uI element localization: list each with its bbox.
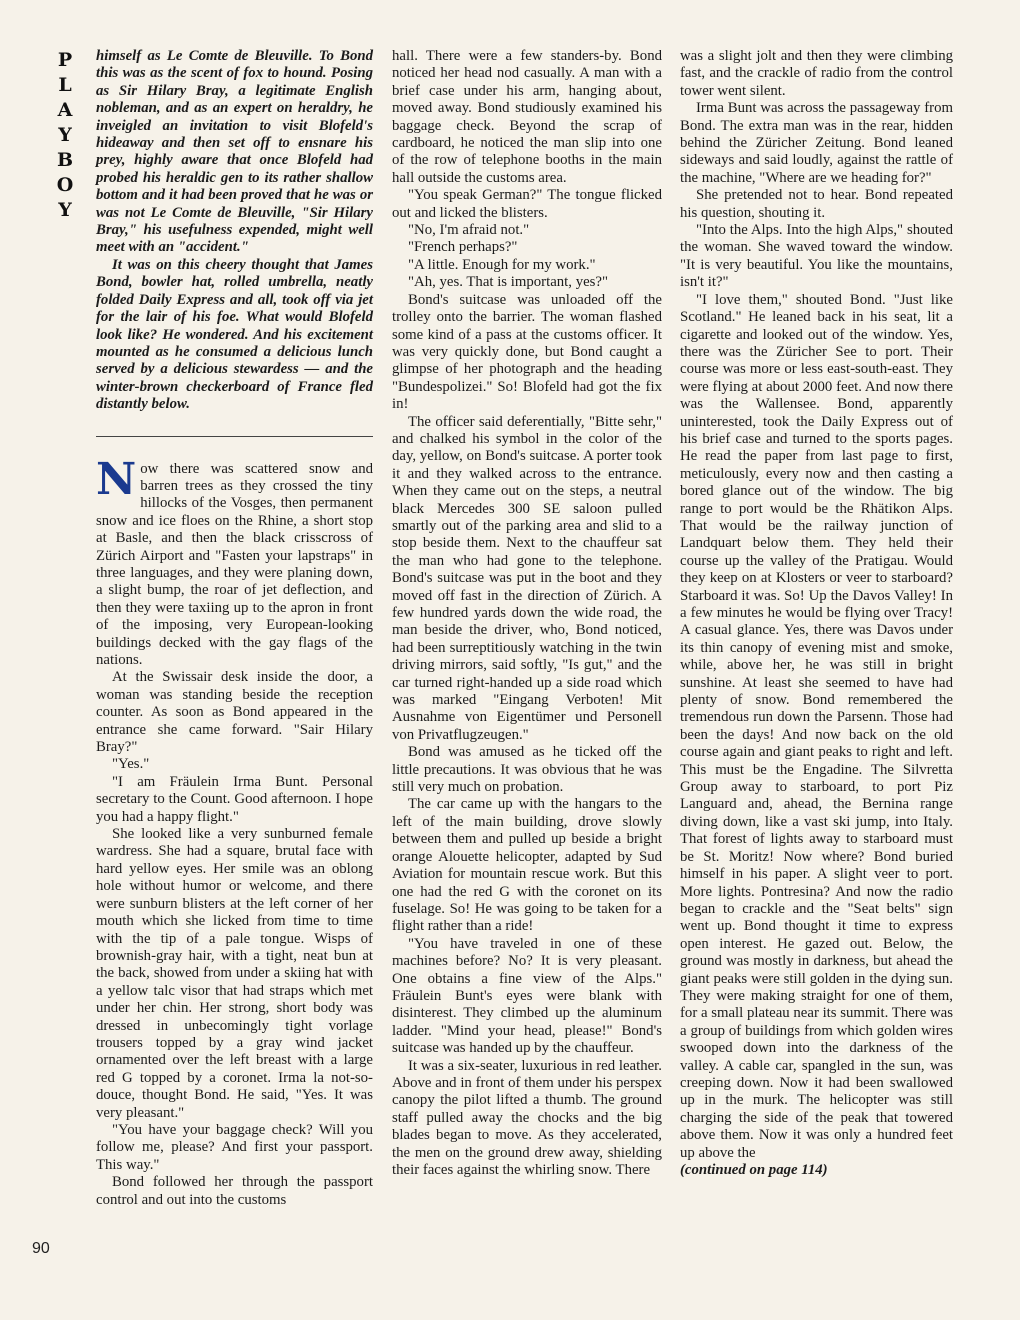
magazine-name-letter: B [56, 149, 74, 171]
body-paragraph: "You have traveled in one of these machines before? No? It is very pleasant. One obtains a fine view of the Alps." Fräulein Bunt's eyes were blank with disinterest. They climbed up the aluminum ladder. "Mind your head, please!" Bond's suitcase was handed up by the chauffeur. [392, 935, 662, 1057]
body-paragraph: hall. There were a few standers-by. Bond noticed her head nod casually. A man with a brief case under his arm, hanging about, moved away. Bond studiously examined his baggage check. Beyond the scrap of cardboard, he noticed the man slip into one of the row of telephone booths in the main hall outside the customs area. [392, 48, 662, 186]
body-paragraph: Bond's suitcase was unloaded off the trolley onto the barrier. The woman flashed some kind of a pass at the customs officer. It was very quickly done, but Bond caught a glimpse of her photograph and the heading "Bundespolizei." So! Blofeld had got the fix in! [392, 291, 662, 413]
body-paragraph: "French perhaps?" [408, 239, 518, 256]
body-paragraph: The car came up with the hangars to the left of the main building, drove slowly between them and pulled up beside a bright orange Alouette helicopter, adapted by Sud Aviation for mountain rescue work. But this one had the red G with the coronet on its fuselage. So! He was going to be taken for a flight rather than a ride! [392, 796, 662, 935]
continued-on-page-note[interactable]: (continued on page 114) [680, 1162, 828, 1178]
body-paragraph: "You speak German?" The tongue flicked out and licked the blisters. [392, 187, 662, 221]
intro-paragraph: It was on this cheery thought that James Bond, bowler hat, rolled umbrella, neatly folded Daily Express and all, took off via jet for the lair of his foe. What would Blofeld look like? He wondered. And his excitement mounted as he consumed a delicious lunch served by a delicious stewardess — and the winter-brown checkerboard of France fled distantly below. [96, 256, 373, 413]
magazine-name-letter: L [58, 74, 72, 96]
body-paragraph: "I love them," shouted Bond. "Just like Scotland." He leaned back in his seat, lit a cigarette and looked out of the window. Yes, there was the Züricher See to port. Their course was more or less east-south-east. They were flying at about 2000 feet. And now there was the Wallensee. Bond, apparently uninterested, took the Daily Express out of his brief case and turned to the sports pages. He read the paper from last page to first, meticulously, every now and then casting a bored glance out of the window. The big range to port would be the Rhätikon Alps. That would be the railway junction of Landquart below them. They held their course up the valley of the Pratigau. Would they keep on at Klosters or veer to starboard? Starboard it was. So! Up the Davos Valley! In a few minutes he would be flying over Tracy! A casual glance. Yes, there was Davos under its thin canopy of evening mist and smoke, while, above her, he was still in bright sunshine. At least she seemed to have had plenty of snow. Bond remembered the tremendous run down the Parsenn. Those had been the days! And now back on the old course again and giant peaks to right and left. This must be the Engadine. The Silvretta Group away to starboard, to port Piz Languard and, ahead, the Bernina range diving down, like a vast ski jump, into Italy. That forest of lights away to starboard must be St. Moritz! Now where? Bond buried himself in his paper. A slight veer to port. More lights. Pontresina? And now the radio began to crackle and the "Seat belts" sign went up. Bond thought it time to express open interest. He gazed out. Below, the ground was mostly in darkness, but ahead the giant peaks were still golden in the dying sun. They were making straight for one of them, for a small plateau near its summit. There was a group of buildings from which golden wires swooped down into the darkness of the valley. A cable car, spangled in the sun, was creeping down. Now it had been swallowed up in the murk. The helicopter was still charging the side of the peak that towered above them. Now it was only a hundred feet up above the [680, 291, 953, 1161]
intro-paragraph: himself as Le Comte de Bleuville. To Bond this was as the scent of fox to hound. Posing as Sir Hilary Bray, a legitimate English nobleman, and as an expert on heraldry, he inveigled an invitation to visit Blofeld's hideaway and then set off to ensnare his prey, highly aware that once Blofeld had probed his heraldic gen to its rather shallow bottom and it had been proved that he was or was not Le Comte de Bleuville, "Sir Hilary Bray," his usefulness expended, might well meet with an "accident." [96, 48, 373, 256]
body-paragraph: Irma Bunt was across the passageway from Bond. The extra man was in the rear, hidden behind the Züricher Zeitung. Bond leaned sideways and said loudly, against the rattle of the machine, "Where are we heading for?" [680, 100, 953, 186]
body-paragraph: "Into the Alps. Into the high Alps," shouted the woman. She waved toward the window. "It is very beautiful. You like the mountains, isn't it?" [680, 222, 953, 291]
page-number: 90 [32, 1240, 50, 1257]
body-paragraph: "Yes." [112, 756, 150, 773]
column-2 [392, 48, 662, 1179]
body-paragraph: "I am Fräulein Irma Bunt. Personal secretary to the Count. Good afternoon. I hope you had a happy flight." [96, 773, 373, 825]
story-opening-paragraph [96, 453, 373, 670]
magazine-name-letter: Y [58, 124, 72, 146]
body-paragraph: The officer said deferentially, "Bitte sehr," and chalked his symbol in the color of the day, yellow, on Bond's suitcase. A porter took it and they walked across to the entrance. When they came out on the steps, a neutral black Mercedes 300 SE saloon pulled smartly out of the parking area and slid to a stop beside them. Next to the chauffeur sat the man who had gone to the telephone. Bond's suitcase was put in the boot and they moved off fast in the direction of Zürich. A few hundred yards down the wide road, the man beside the driver, who, Bond noticed, had been surreptitiously watching in the twin driving mirrors, said softly, "Is gut," and the car turned right-handed up a side road which was marked "Eingang Verboten! Mit Ausnahme von Eigentümer und Personell von Privatflugzeugen." [392, 413, 662, 743]
body-paragraph: was a slight jolt and then they were climbing fast, and the crackle of radio from the control tower went silent. [680, 48, 953, 99]
body-paragraph: It was a six-seater, luxurious in red leather. Above and in front of them under his perspex canopy the pilot lifted a thumb. The ground staff pulled away the chocks and the big blades began to move. As they accelerated, the men on the ground drew away, shielding their faces against the whirling snow. There [392, 1057, 662, 1178]
body-paragraph: Bond was amused as he ticked off the little precautions. It was obvious that he was still very much on probation. [392, 744, 662, 796]
body-paragraph: "You have your baggage check? Will you follow me, please? And first your passport. This way." [96, 1121, 373, 1173]
magazine-name-vertical [52, 48, 78, 223]
column-1 [96, 48, 373, 1209]
body-paragraph: She pretended not to hear. Bond repeated his question, shouting it. [680, 187, 953, 221]
intro-summary [96, 48, 373, 414]
drop-cap: N [96, 453, 137, 505]
magazine-name-letter: P [57, 49, 73, 71]
body-paragraph: "No, I'm afraid not." [408, 222, 530, 239]
magazine-name-letter: A [57, 99, 73, 121]
opening-text: ow there was scattered snow and barren trees as they crossed the tiny hillocks of the Vosges, then permanent snow and ice floes on the Rhine, a short stop at Basle, and then the black crisscross of Zürich Airport and "Fasten your lapstraps" in three languages, and they were planing down, a slight bump, the roar of jet deflection, and then they were taxiing up to the apron in front of the imposing, very European-looking buildings decked with the gay flags of the nations. [96, 460, 373, 668]
section-divider [96, 436, 373, 437]
column-3 [680, 48, 953, 1179]
body-paragraph: She looked like a very sunburned female wardress. She had a square, brutal face with hard yellow eyes. Her smile was an oblong hole without humor or welcome, and there were sunburn blisters at the left corner of her mouth which she licked from time to time with the tip of a pale tongue. Wisps of brownish-gray hair, with a tight, neat bun at the back, showed from under a skiing hat with a yellow talc visor that had straps which met under her chin. Her strong, short body was dressed in unbecomingly tight vorlage trousers topped by a gray wind jacket ornamented over the left breast with a large red G topped by a coronet. Irma la not-so-douce, thought Bond. He said, "Yes. It was very pleasant." [96, 826, 373, 1121]
magazine-name-letter: Y [58, 199, 72, 221]
body-paragraph: At the Swissair desk inside the door, a woman was standing beside the reception counter. As soon as Bond appeared in the entrance she came forward. "Sair Hilary Bray?" [96, 669, 373, 756]
body-paragraph: "A little. Enough for my work." [408, 256, 596, 273]
body-paragraph: Bond followed her through the passport control and out into the customs [96, 1174, 373, 1208]
body-paragraph: "Ah, yes. That is important, yes?" [408, 274, 609, 291]
magazine-name-letter: O [56, 174, 74, 196]
